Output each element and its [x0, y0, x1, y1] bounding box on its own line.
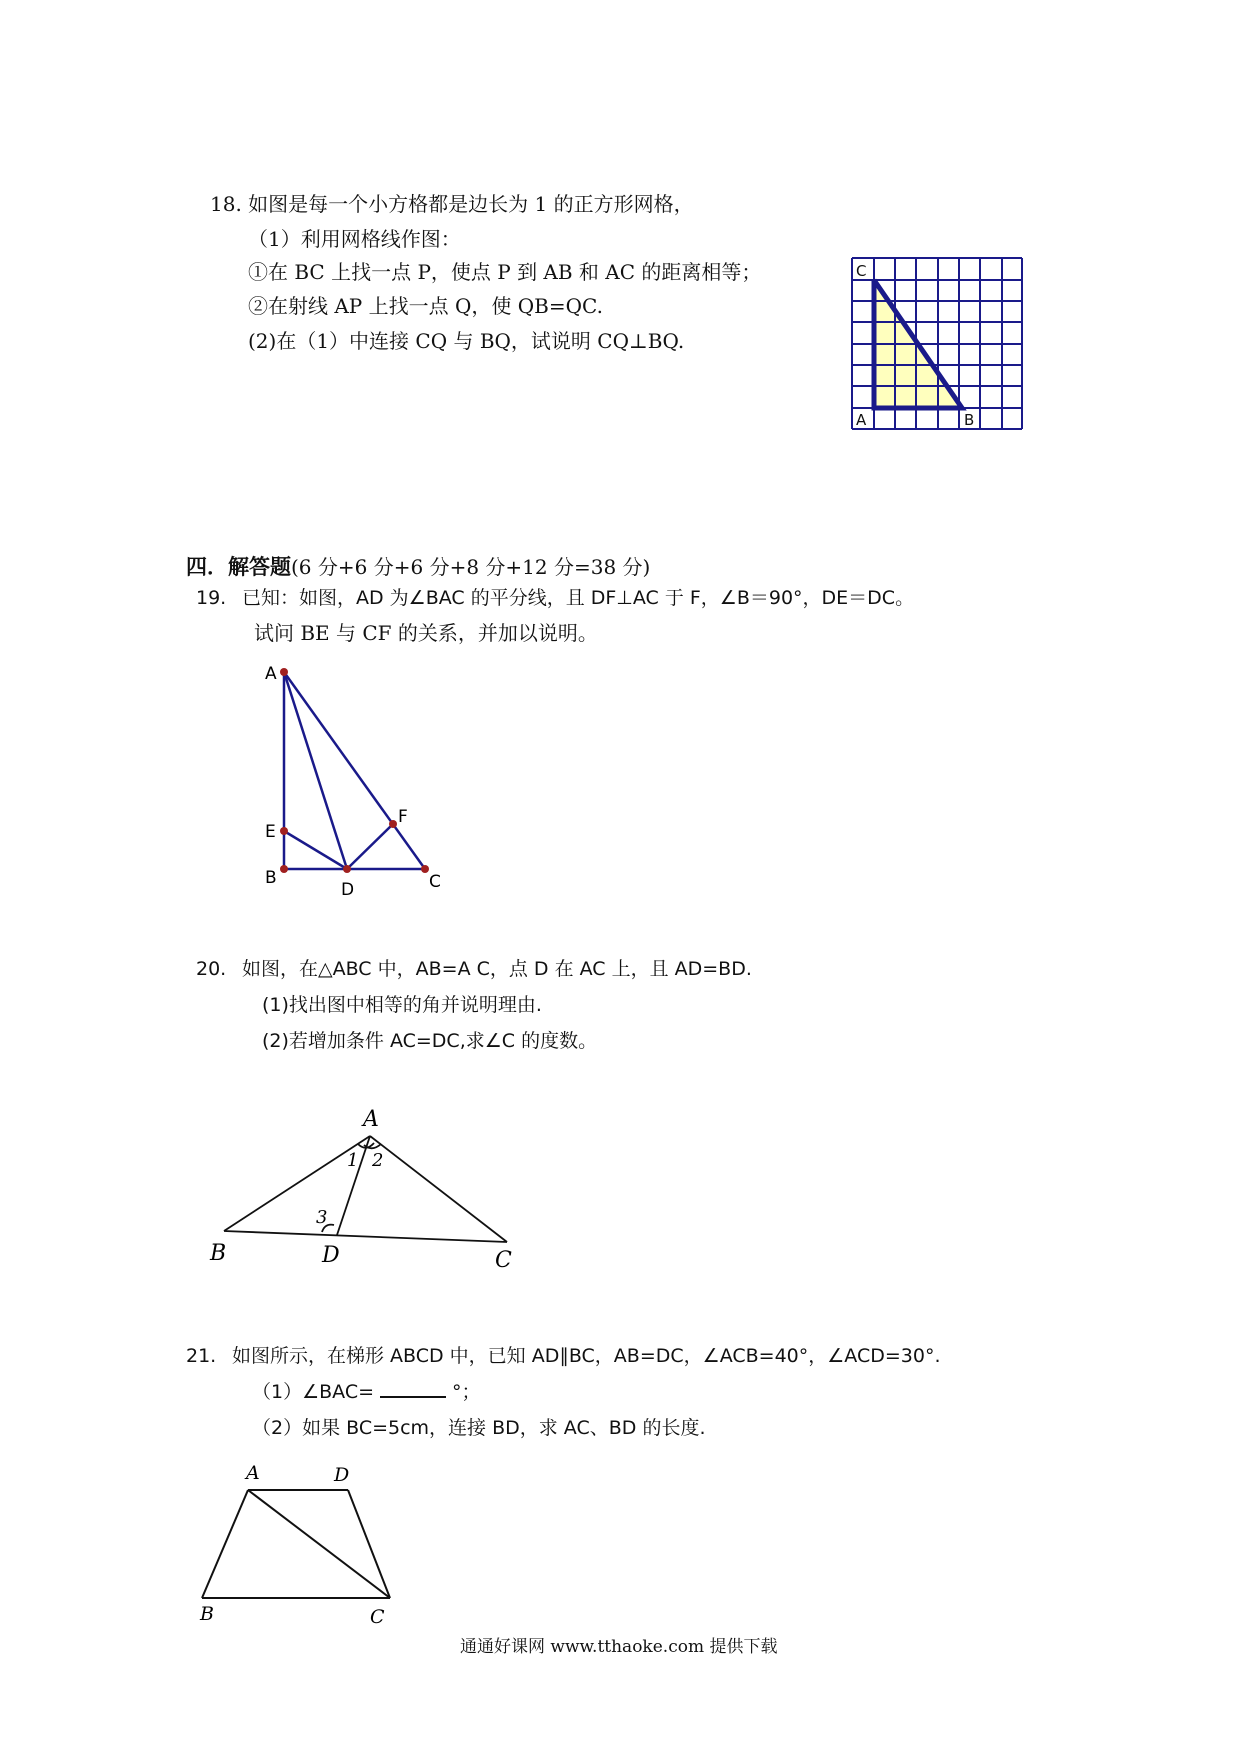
- label-a: A: [856, 411, 867, 429]
- q20-label-d: D: [322, 1243, 340, 1268]
- q20-number: 20.: [196, 958, 227, 980]
- q19-line1: 已知：如图，AD 为∠BAC 的平分线，且 DF⊥AC 于 F，∠B＝90°，DE＝DC。: [242, 587, 915, 609]
- q19-label-e: E: [265, 822, 276, 842]
- section4-heading: 四．解答题: [186, 555, 291, 579]
- q21-label-c: C: [370, 1606, 385, 1628]
- q20-line1: 如图，在△ABC 中，AB=A C，点 D 在 AC 上，且 AD=BD.: [242, 958, 752, 980]
- q19-label-f: F: [398, 807, 408, 827]
- label-b: B: [964, 411, 975, 429]
- q20-label-c: C: [495, 1248, 512, 1273]
- q21-number: 21.: [186, 1345, 217, 1367]
- q21-label-a: A: [246, 1462, 260, 1484]
- section4-points: (6 分+6 分+6 分+8 分+12 分=38 分): [291, 555, 651, 579]
- q18-grid-figure: [850, 256, 1030, 436]
- q21-part1-prefix: （1）∠BAC=: [252, 1381, 375, 1403]
- q21-part1-suffix: °；: [452, 1381, 481, 1403]
- q20-angle-1: 1: [347, 1150, 359, 1171]
- q19-figure: [255, 655, 465, 910]
- q21-label-d: D: [334, 1464, 350, 1486]
- q20-label-a: A: [363, 1107, 379, 1132]
- q18-step1: ①在 BC 上找一点 P，使点 P 到 AB 和 AC 的距离相等；: [248, 260, 762, 284]
- q19-lines: [284, 672, 425, 869]
- q18-part2: (2)在（1）中连接 CQ 与 BQ，试说明 CQ⊥BQ.: [248, 329, 685, 353]
- q21-lines: [202, 1490, 390, 1598]
- q18-step2: ②在射线 AP 上找一点 Q，使 QB=QC.: [248, 294, 603, 318]
- q20-angle-2: 2: [372, 1150, 384, 1171]
- q20-lines: [224, 1136, 507, 1242]
- q19-line2: 试问 BE 与 CF 的关系，并加以说明。: [254, 621, 598, 645]
- q20-part2: (2)若增加条件 AC=DC,求∠C 的度数。: [262, 1030, 598, 1052]
- label-c: C: [856, 262, 867, 280]
- footer-text: 通通好课网 www.tthaoke.com 提供下载: [460, 1637, 778, 1657]
- q20-part1: (1)找出图中相等的角并说明理由.: [262, 994, 542, 1016]
- q19-label-d: D: [341, 880, 355, 900]
- q20-figure: [200, 1100, 530, 1275]
- q21-part1-row: [252, 1378, 481, 1406]
- q19-number: 19.: [196, 587, 227, 609]
- q21-figure: [190, 1455, 410, 1635]
- q18-title: 18. 如图是每一个小方格都是边长为 1 的正方形网格，: [210, 192, 694, 216]
- q20-angle-3: 3: [316, 1207, 328, 1228]
- q20-label-b: B: [210, 1241, 227, 1266]
- q19-label-c: C: [429, 872, 441, 892]
- section4-heading-row: [186, 552, 650, 582]
- q18-part1: （1）利用网格线作图：: [248, 227, 461, 251]
- q21-label-b: B: [200, 1603, 214, 1625]
- q21-line1: 如图所示，在梯形 ABCD 中，已知 AD∥BC，AB=DC，∠ACB=40°，∠ACD=30°.: [232, 1345, 941, 1367]
- q21-part2: （2）如果 BC=5cm，连接 BD，求 AC、BD 的长度.: [252, 1417, 706, 1439]
- q19-label-a: A: [265, 664, 277, 684]
- answer-blank[interactable]: [380, 1378, 446, 1398]
- q19-label-b: B: [265, 868, 277, 888]
